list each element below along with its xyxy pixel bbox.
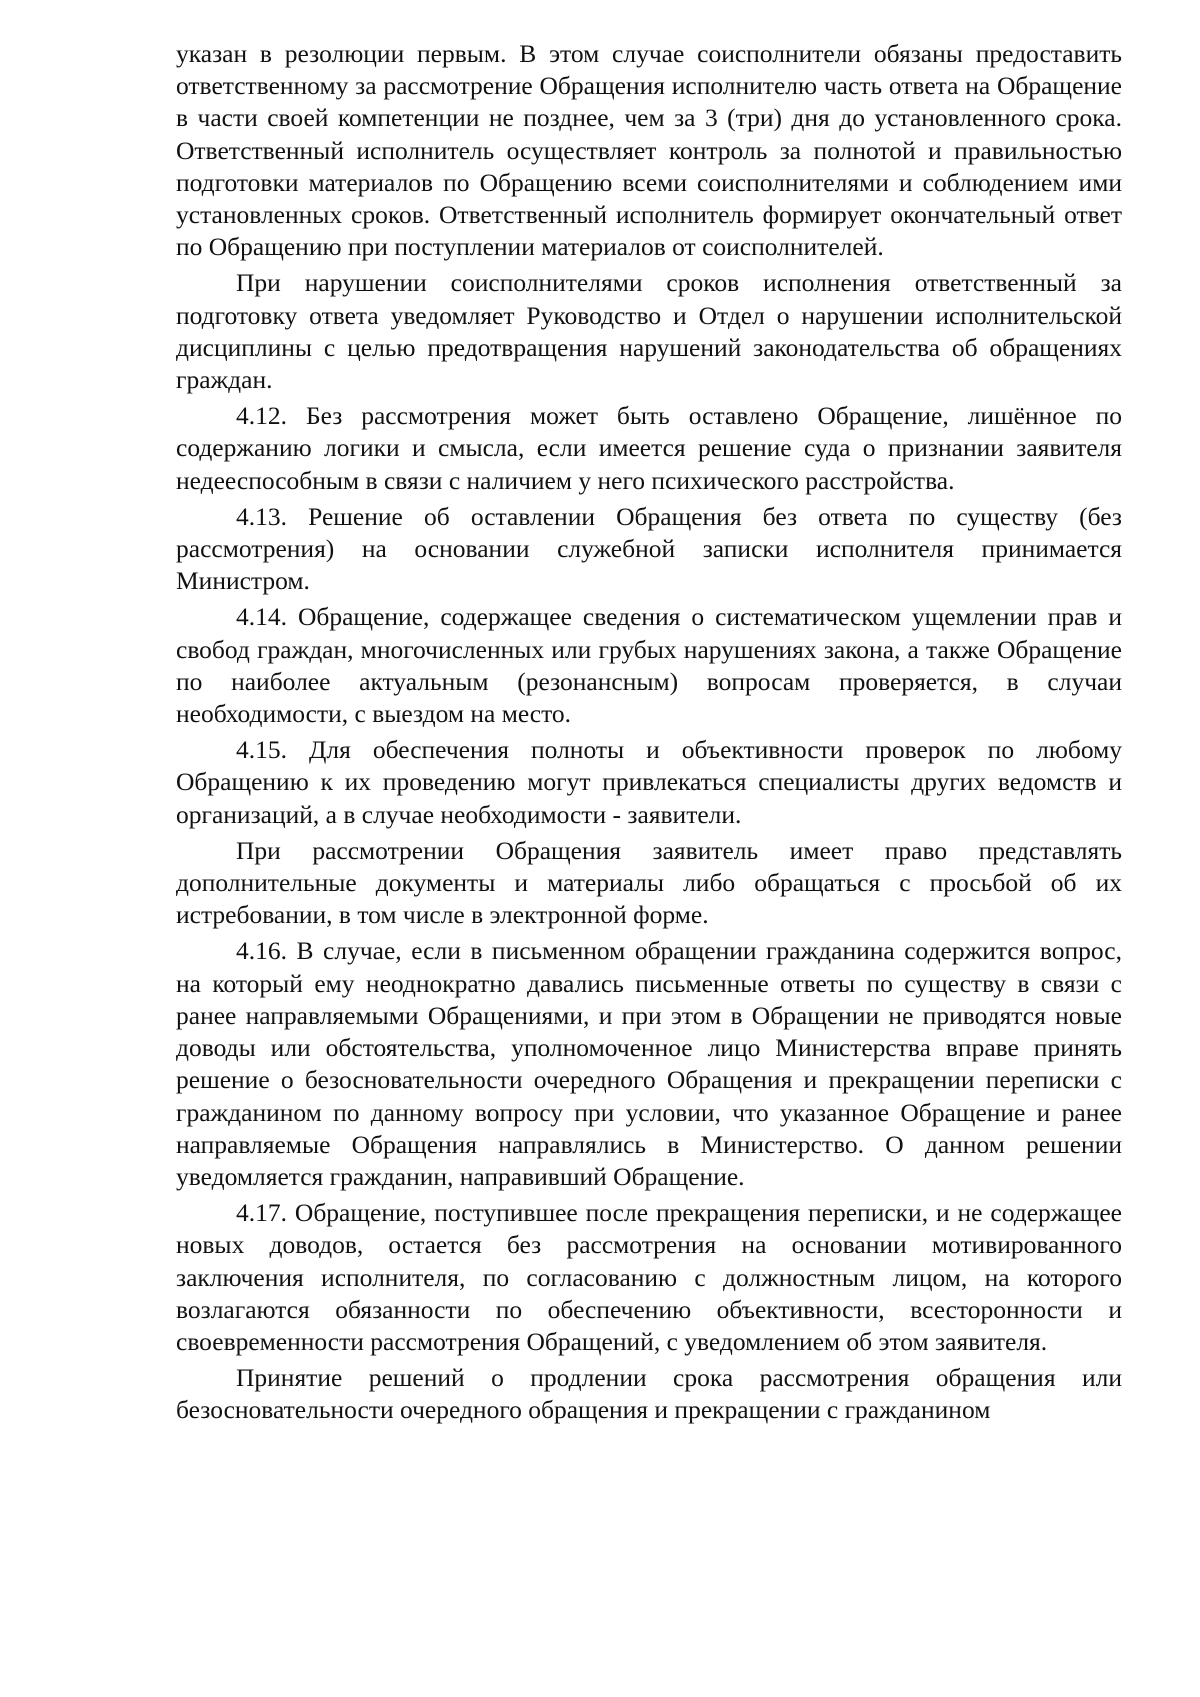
- paragraph-4-15: 4.15. Для обеспечения полноты и объективности проверок по любому Обращению к их проведению могут привлекаться специалисты других ведомств и организаций, а в случае необходимости - заявители.: [176, 735, 1122, 829]
- paragraph-decision-making: Принятие решений о продлении срока рассмотрения обращения или безосновательности очередного обращения и прекращении с гражданином: [176, 1363, 1122, 1425]
- paragraph-4-17: 4.17. Обращение, поступившее после прекращения переписки, и не содержащее новых доводов, остается без рассмотрения на основании мотивированного заключения исполнителя, по согласованию с должностным лицом, на которого возлагаются обязанности по обеспечению объективности, всесторонности и своевременности рассмотрения Обращений, с уведомлением об этом заявителя.: [176, 1198, 1122, 1356]
- paragraph-4-12: 4.12. Без рассмотрения может быть оставлено Обращение, лишённое по содержанию логики и смысла, если имеется решение суда о признании заявителя недееспособным в связи с наличием у него психического расстройства.: [176, 401, 1122, 495]
- paragraph-violation-notice: При нарушении соисполнителями сроков исполнения ответственный за подготовку ответа уведомляет Руководство и Отдел о нарушении исполнительской дисциплины с целью предотвращения нарушений законодательства об обращениях граждан.: [176, 268, 1122, 395]
- paragraph-continuation: указан в резолюции первым. В этом случае соисполнители обязаны предоставить ответственному за рассмотрение Обращения исполнителю часть ответа на Обращение в части своей компетенции не позднее, чем за 3 (три) дня до установленного срока. Ответственный исполнитель осуществляет контроль за полнотой и правильностью подготовки материалов по Обращению всеми соисполнителями и соблюдением ими установленных сроков. Ответственный исполнитель формирует окончательный ответ по Обращению при поступлении материалов от соисполнителей.: [176, 39, 1122, 262]
- paragraph-4-16: 4.16. В случае, если в письменном обращении гражданина содержится вопрос, на который ему неоднократно давались письменные ответы по существу в связи с ранее направляемыми Обращениями, и при этом в Обращении не приводятся новые доводы или обстоятельства, уполномоченное лицо Министерства вправе принять решение о безосновательности очередного Обращения и прекращении переписки с гражданином по данному вопросу при условии, что указанное Обращение и ранее направляемые Обращения направлялись в Министерство. О данном решении уведомляется гражданин, направивший Обращение.: [176, 936, 1122, 1191]
- document-page: [176, 38, 1122, 1431]
- paragraph-applicant-rights: При рассмотрении Обращения заявитель имеет право представлять дополнительные документы и материалы либо обращаться с просьбой об их истребовании, в том числе в электронной форме.: [176, 835, 1122, 930]
- paragraph-4-13: 4.13. Решение об оставлении Обращения без ответа по существу (без рассмотрения) на основании служебной записки исполнителя принимается Министром.: [176, 501, 1122, 596]
- paragraph-4-14: 4.14. Обращение, содержащее сведения о систематическом ущемлении прав и свобод граждан, многочисленных или грубых нарушениях закона, а также Обращение по наиболее актуальным (резонансным) вопросам проверяется, в случаи необходимости, с выездом на место.: [176, 602, 1122, 729]
